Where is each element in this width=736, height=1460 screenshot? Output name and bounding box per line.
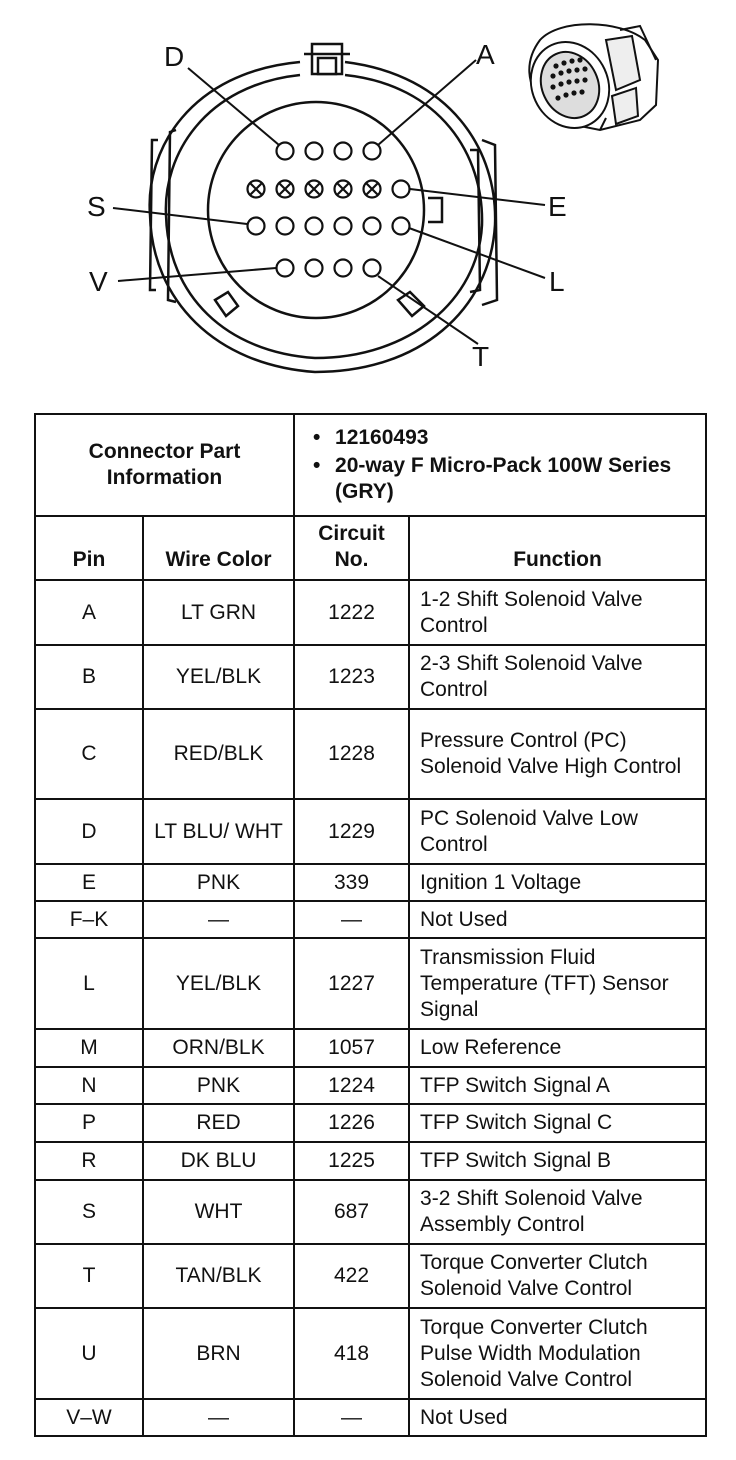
pin-cell: R — [35, 1142, 143, 1180]
wire-color-cell: DK BLU — [143, 1142, 294, 1180]
table-row — [35, 1399, 706, 1436]
col-header-circuit-no: Circuit No. — [294, 516, 409, 580]
label-pin-t: T — [472, 341, 490, 372]
table-row — [35, 1308, 706, 1399]
function-cell: Transmission Fluid Temperature (TFT) Sensor Signal — [409, 938, 706, 1029]
function-cell: 2-3 Shift Solenoid Valve Control — [409, 645, 706, 709]
pin-cell: U — [35, 1308, 143, 1399]
label-pin-d: D — [164, 41, 185, 72]
label-pin-e: E — [548, 191, 567, 222]
circuit-no-cell: 1224 — [294, 1067, 409, 1104]
table-row — [35, 1244, 706, 1308]
col-header-wire-color: Wire Color — [143, 516, 294, 580]
function-cell: Not Used — [409, 1399, 706, 1436]
plugged-cavities — [248, 181, 381, 198]
pin-cell: M — [35, 1029, 143, 1067]
table-row — [35, 645, 706, 709]
wire-color-cell: PNK — [143, 864, 294, 901]
circuit-no-cell: 1223 — [294, 645, 409, 709]
circuit-no-cell: — — [294, 1399, 409, 1436]
pin-cell: F–K — [35, 901, 143, 938]
cavity-l — [393, 218, 410, 235]
function-cell: 1-2 Shift Solenoid Valve Control — [409, 580, 706, 645]
cavity-b — [335, 143, 352, 160]
function-cell: TFP Switch Signal A — [409, 1067, 706, 1104]
circuit-no-cell: 1222 — [294, 580, 409, 645]
part-number: • 12160493 — [335, 425, 705, 451]
table-row — [35, 580, 706, 645]
cavity-a — [364, 143, 381, 160]
pin-cell: A — [35, 580, 143, 645]
function-cell: Low Reference — [409, 1029, 706, 1067]
connector-info-row — [35, 414, 706, 516]
table-row — [35, 901, 706, 938]
connector-part-header: Connector Part Information — [35, 414, 294, 516]
wire-color-cell: — — [143, 901, 294, 938]
table-row — [35, 1142, 706, 1180]
pin-cell: L — [35, 938, 143, 1029]
connector-thumbnail-image — [517, 24, 658, 141]
function-cell: Torque Converter Clutch Pulse Width Modulation Solenoid Valve Control — [409, 1308, 706, 1399]
circuit-no-cell: 1229 — [294, 799, 409, 864]
function-cell: TFP Switch Signal B — [409, 1142, 706, 1180]
label-pin-s: S — [87, 191, 106, 222]
function-cell: Ignition 1 Voltage — [409, 864, 706, 901]
table-row — [35, 799, 706, 864]
wire-color-cell: BRN — [143, 1308, 294, 1399]
wire-color-cell: RED — [143, 1104, 294, 1142]
wire-color-cell: PNK — [143, 1067, 294, 1104]
circuit-no-cell: 418 — [294, 1308, 409, 1399]
cavity-m — [364, 218, 381, 235]
cavity-w — [306, 260, 323, 277]
wire-color-cell: ORN/BLK — [143, 1029, 294, 1067]
function-cell: Torque Converter Clutch Solenoid Valve Control — [409, 1244, 706, 1308]
cavity-e — [393, 181, 410, 198]
wire-color-cell: RED/BLK — [143, 709, 294, 799]
label-pin-v: V — [89, 266, 108, 297]
circuit-no-cell: 1226 — [294, 1104, 409, 1142]
circuit-no-cell: 339 — [294, 864, 409, 901]
pin-cell: B — [35, 645, 143, 709]
pin-cell: S — [35, 1180, 143, 1244]
cavity-t — [364, 260, 381, 277]
col-header-pin: Pin — [35, 516, 143, 580]
pin-cell: P — [35, 1104, 143, 1142]
table-row — [35, 709, 706, 799]
pin-cell: V–W — [35, 1399, 143, 1436]
table-row — [35, 1029, 706, 1067]
wire-color-cell: YEL/BLK — [143, 938, 294, 1029]
pin-cavities — [248, 143, 410, 277]
circuit-no-cell: 422 — [294, 1244, 409, 1308]
function-cell: Pressure Control (PC) Solenoid Valve High Control — [409, 709, 706, 799]
label-pin-a: A — [476, 39, 495, 70]
connector-face-diagram — [0, 0, 736, 400]
pin-cell: E — [35, 864, 143, 901]
wire-color-cell: LT BLU/ WHT — [143, 799, 294, 864]
label-pin-l: L — [549, 266, 565, 297]
circuit-no-cell: 1228 — [294, 709, 409, 799]
connector-part-info — [294, 414, 706, 516]
function-cell: Not Used — [409, 901, 706, 938]
column-header-row — [35, 516, 706, 580]
circuit-no-cell: 1057 — [294, 1029, 409, 1067]
circuit-no-cell: 1227 — [294, 938, 409, 1029]
function-cell: PC Solenoid Valve Low Control — [409, 799, 706, 864]
cavity-n — [335, 218, 352, 235]
function-cell: TFP Switch Signal C — [409, 1104, 706, 1142]
cavity-d — [277, 143, 294, 160]
table-row — [35, 864, 706, 901]
table-row — [35, 1180, 706, 1244]
table-row — [35, 938, 706, 1029]
circuit-no-cell: 1225 — [294, 1142, 409, 1180]
pinout-table — [34, 413, 707, 1437]
wire-color-cell: TAN/BLK — [143, 1244, 294, 1308]
cavity-c — [306, 143, 323, 160]
cavity-v — [277, 260, 294, 277]
table-row — [35, 1104, 706, 1142]
col-header-function: Function — [409, 516, 706, 580]
table-row — [35, 1067, 706, 1104]
pin-cell: D — [35, 799, 143, 864]
pin-cell: T — [35, 1244, 143, 1308]
wire-color-cell: LT GRN — [143, 580, 294, 645]
cavity-s — [248, 218, 265, 235]
pin-cell: C — [35, 709, 143, 799]
wire-color-cell: — — [143, 1399, 294, 1436]
wire-color-cell: WHT — [143, 1180, 294, 1244]
wire-color-cell: YEL/BLK — [143, 645, 294, 709]
part-description: • 20-way F Micro-Pack 100W Series (GRY) — [335, 453, 705, 505]
function-cell: 3-2 Shift Solenoid Valve Assembly Control — [409, 1180, 706, 1244]
circuit-no-cell: — — [294, 901, 409, 938]
pin-cell: N — [35, 1067, 143, 1104]
cavity-u — [335, 260, 352, 277]
connector-outer-body — [150, 44, 497, 372]
cavity-p — [306, 218, 323, 235]
cavity-r — [277, 218, 294, 235]
circuit-no-cell: 687 — [294, 1180, 409, 1244]
